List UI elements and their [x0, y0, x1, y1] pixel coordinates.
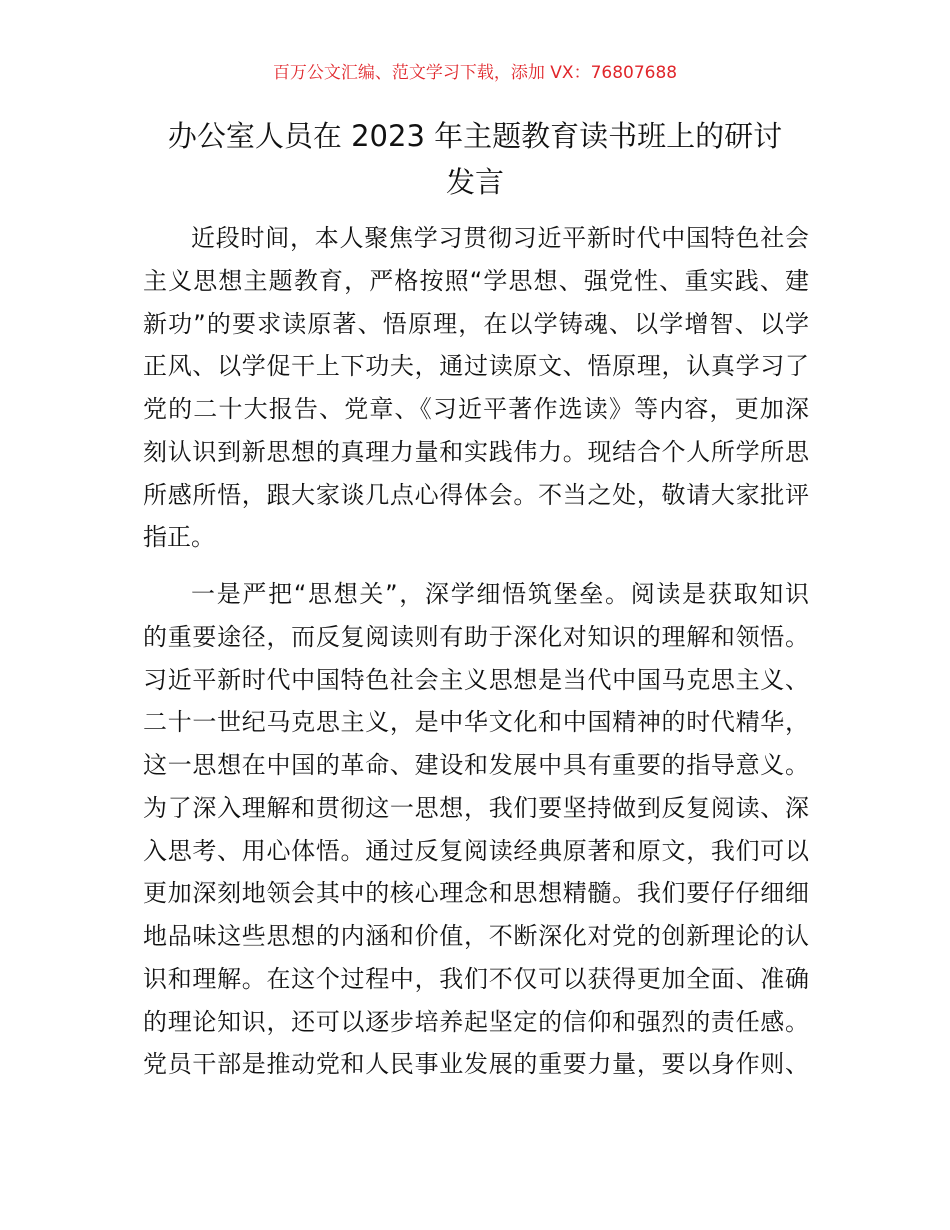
paragraph-2-line: 习近平新时代中国特色社会主义思想是当代中国马克思主义、 [143, 665, 809, 694]
paragraph-1-line: 党的二十大报告、党章、《习近平著作选读》等内容，更加深 [143, 395, 809, 423]
paragraph-2-line: 为了深入理解和贯彻这一思想，我们要坚持做到反复阅读、深 [143, 793, 809, 822]
paragraph-2-line: 入思考、用心体悟。通过反复阅读经典原著和原文，我们可以 [143, 836, 809, 865]
document-title-line-1: 办公室人员在 2023 年主题教育读书班上的研讨 [167, 119, 783, 153]
paragraph-2-line: 的理论知识，还可以逐步培养起坚定的信仰和强烈的责任感。 [143, 1007, 809, 1036]
paragraph-2-line: 一是严把“思想关”，深学细悟筑堡垒。阅读是获取知识 [191, 580, 809, 608]
paragraph-2-line: 更加深刻地领会其中的核心理念和思想精髓。我们要仔仔细细 [143, 879, 809, 908]
paragraph-2-line: 的重要途径，而反复阅读则有助于深化对知识的理解和领悟。 [143, 622, 809, 651]
paragraph-1-line: 新功”的要求读原著、悟原理，在以学铸魂、以学增智、以学 [143, 309, 809, 338]
document-title-line-2: 发言 [445, 165, 504, 199]
paragraph-2-line: 这一思想在中国的革命、建设和发展中具有重要的指导意义。 [143, 751, 809, 779]
paragraph-1-line: 近段时间，本人聚焦学习贯彻习近平新时代中国特色社会 [191, 224, 809, 252]
paragraph-1-line: 所感所悟，跟大家谈几点心得体会。不当之处，敬请大家批评 [143, 480, 809, 509]
paragraph-2-line: 地品味这些思想的内涵和价值，不断深化对党的创新理论的认 [143, 922, 809, 950]
paragraph-1-line: 正风、以学促干上下功夫，通过读原文、悟原理，认真学习了 [143, 352, 809, 381]
paragraph-1-line: 指正。 [143, 523, 215, 552]
paragraph-2-line: 识和理解。在这个过程中，我们不仅可以获得更加全面、准确 [143, 964, 809, 993]
paragraph-1-line: 刻认识到新思想的真理力量和实践伟力。现结合个人所学所思 [143, 437, 809, 466]
watermark-header: 百万公文汇编、范文学习下载，添加 VX：76807688 [272, 63, 678, 83]
paragraph-1-line: 主义思想主题教育，严格按照“学思想、强党性、重实践、建 [143, 266, 809, 295]
paragraph-2-line: 二十一世纪马克思主义，是中华文化和中国精神的时代精华， [143, 708, 809, 737]
paragraph-2-line: 党员干部是推动党和人民事业发展的重要力量，要以身作则、 [143, 1050, 809, 1079]
